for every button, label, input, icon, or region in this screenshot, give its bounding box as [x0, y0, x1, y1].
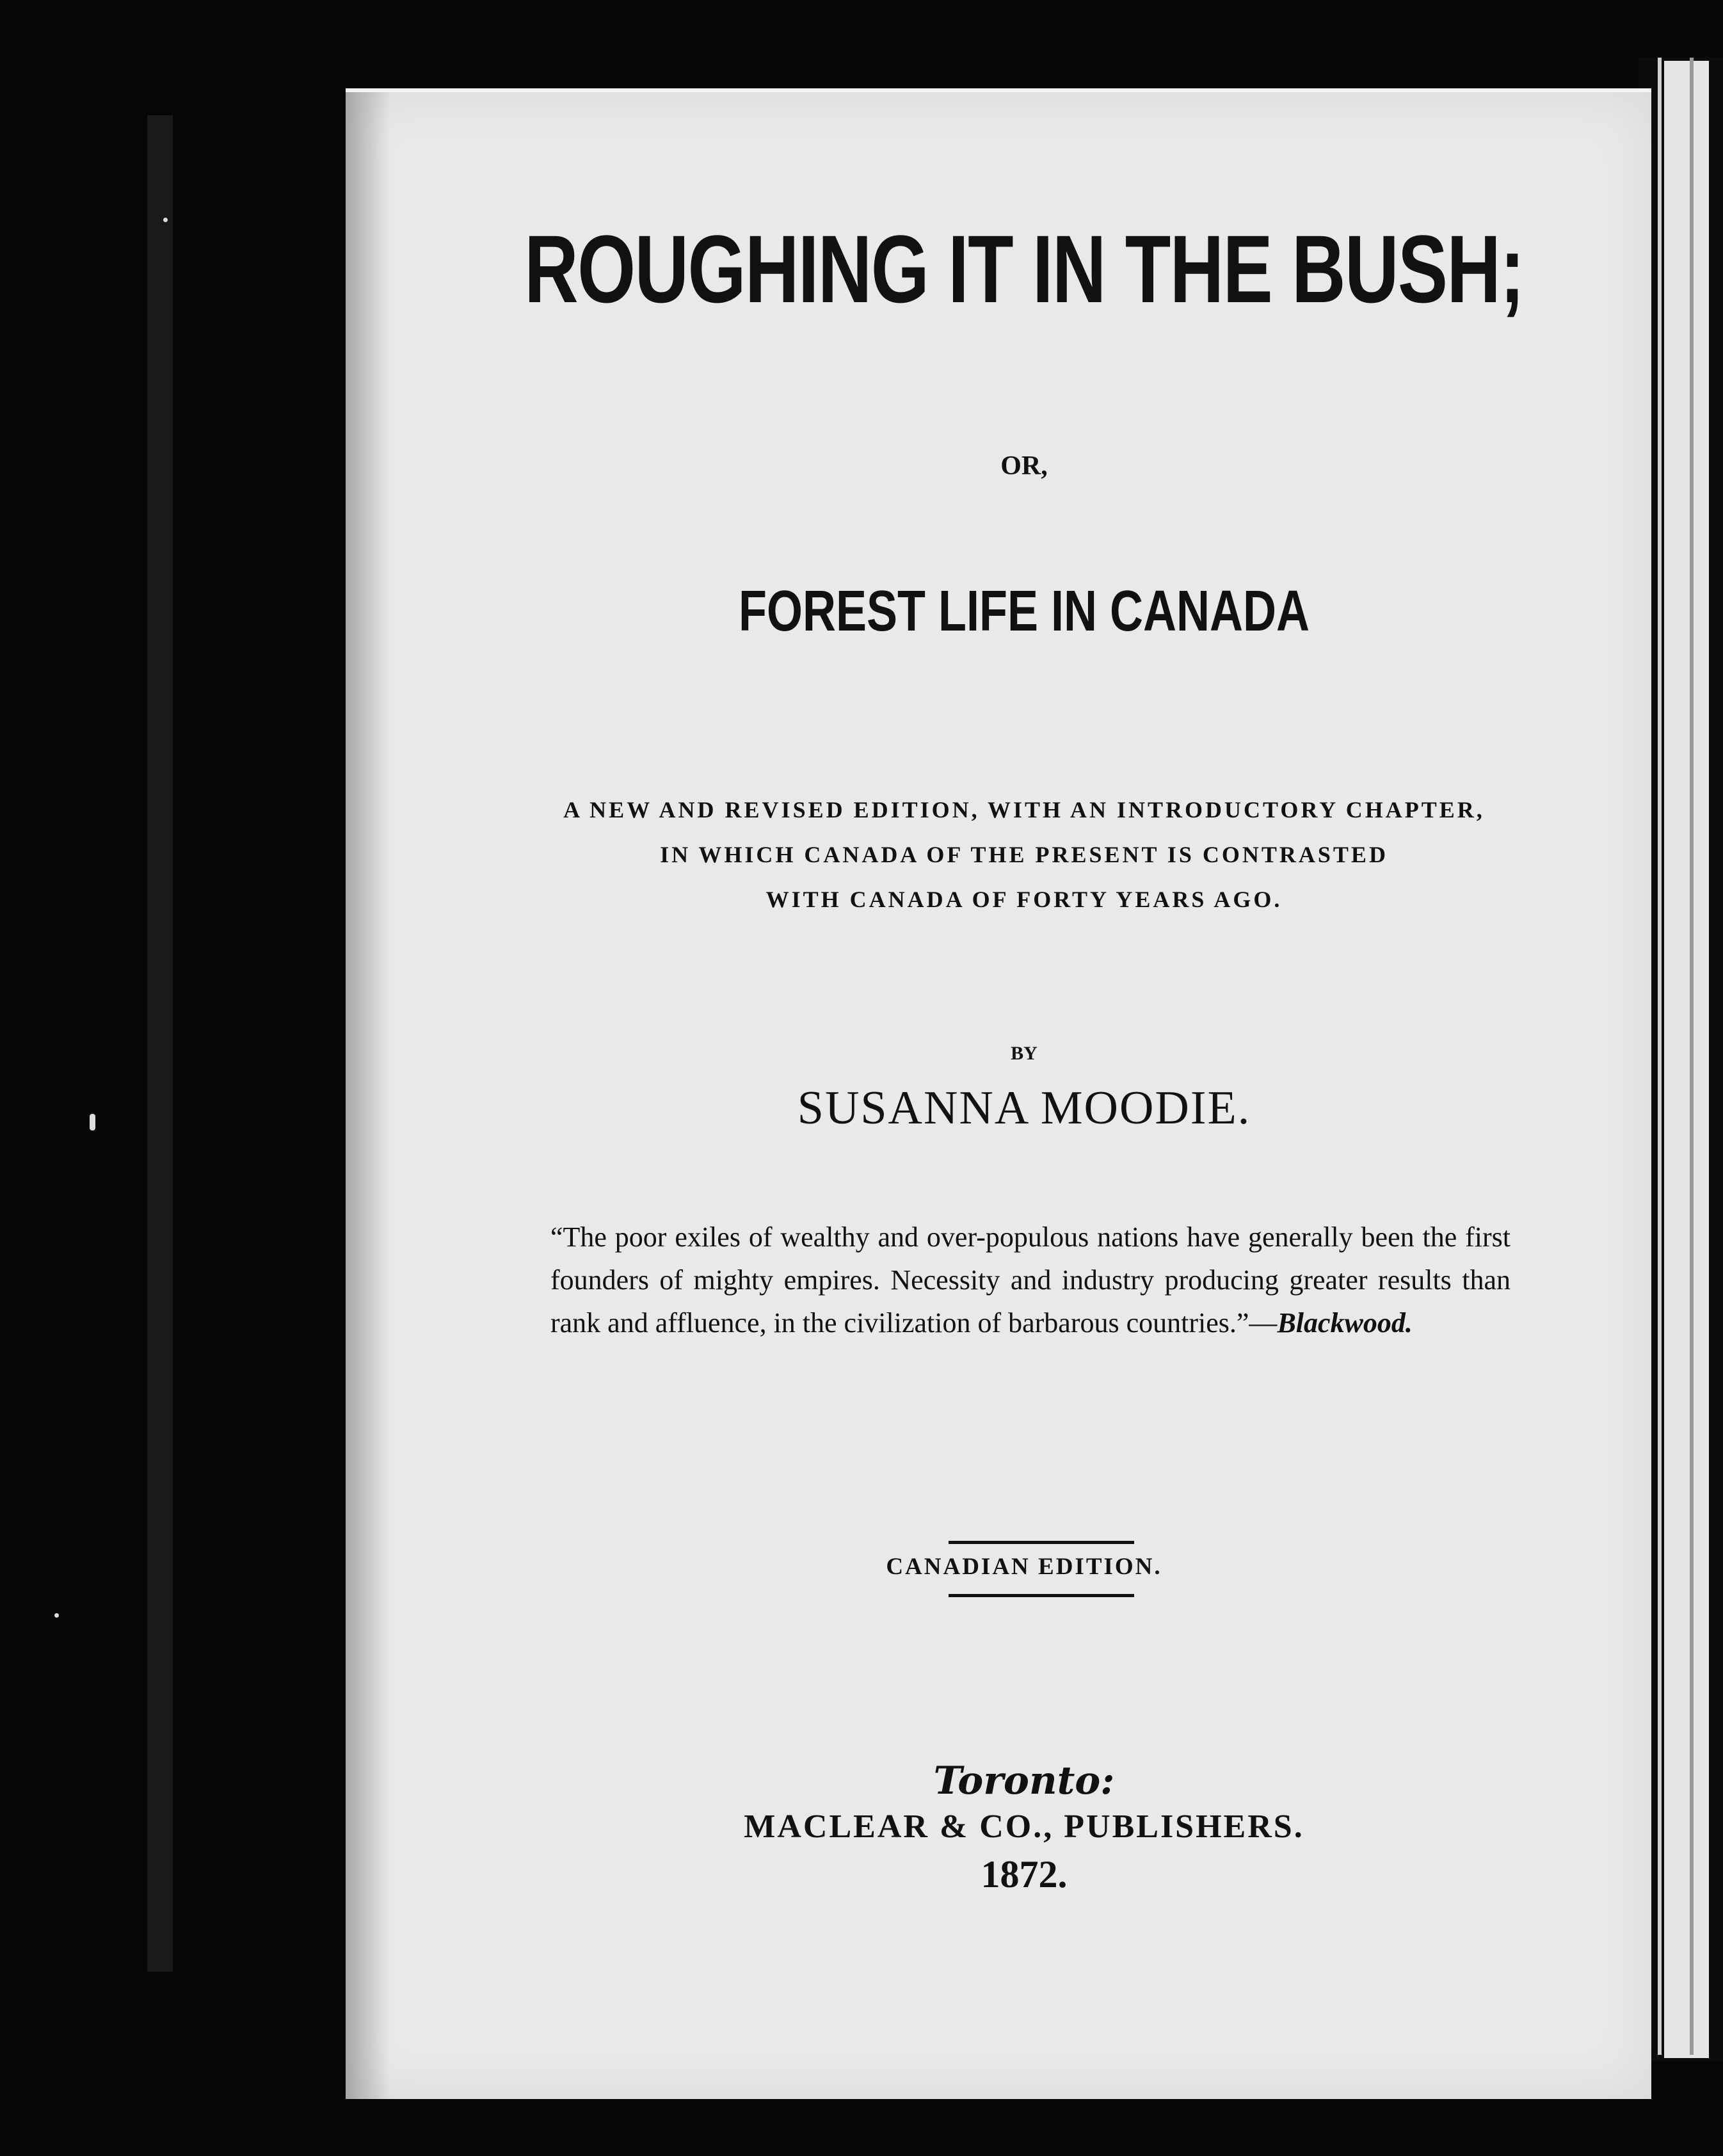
imprint-place: Toronto: [933, 1758, 1115, 1803]
edition-label: CANADIAN EDITION. [886, 1554, 1162, 1580]
book-subtitle: FOREST LIFE IN CANADA [739, 579, 1310, 643]
page-edge-line [1690, 58, 1694, 2055]
edition-note-line: A NEW AND REVISED EDITION, WITH AN INTRODUCTORY CHAPTER, [563, 797, 1485, 823]
book-title: ROUGHING IT IN THE BUSH; [524, 215, 1524, 323]
imprint-year: 1872. [981, 1853, 1068, 1895]
epigraph-attribution: Blackwood. [1277, 1307, 1413, 1339]
title-page [346, 88, 1651, 2099]
edition-note [371, 787, 1677, 922]
scan-speck [90, 1114, 95, 1130]
edition-note-line: IN WHICH CANADA OF THE PRESENT IS CONTRASTED [660, 842, 1388, 867]
edition-rule-top [949, 1541, 1134, 1544]
edition-note-line: WITH CANADA OF FORTY YEARS AGO. [765, 887, 1283, 912]
author-name: SUSANNA MOODIE. [797, 1082, 1251, 1134]
epigraph [550, 1216, 1511, 1344]
book-spine-edge [147, 115, 173, 1972]
scan-speck [163, 218, 168, 222]
imprint-publisher: MACLEAR & CO., PUBLISHERS. [744, 1808, 1304, 1845]
scan-speck [54, 1613, 59, 1618]
byline-label: BY [1011, 1043, 1038, 1064]
edition-rule-bottom [949, 1594, 1134, 1597]
epigraph-text: “The poor exiles of wealthy and over-populous nations have generally been the first founders of mighty empires. Necessity and industry producing greater results than rank and affluence, in the civilization of barbarous countries.”— [550, 1221, 1511, 1339]
title-conjunction: OR, [1000, 451, 1048, 481]
